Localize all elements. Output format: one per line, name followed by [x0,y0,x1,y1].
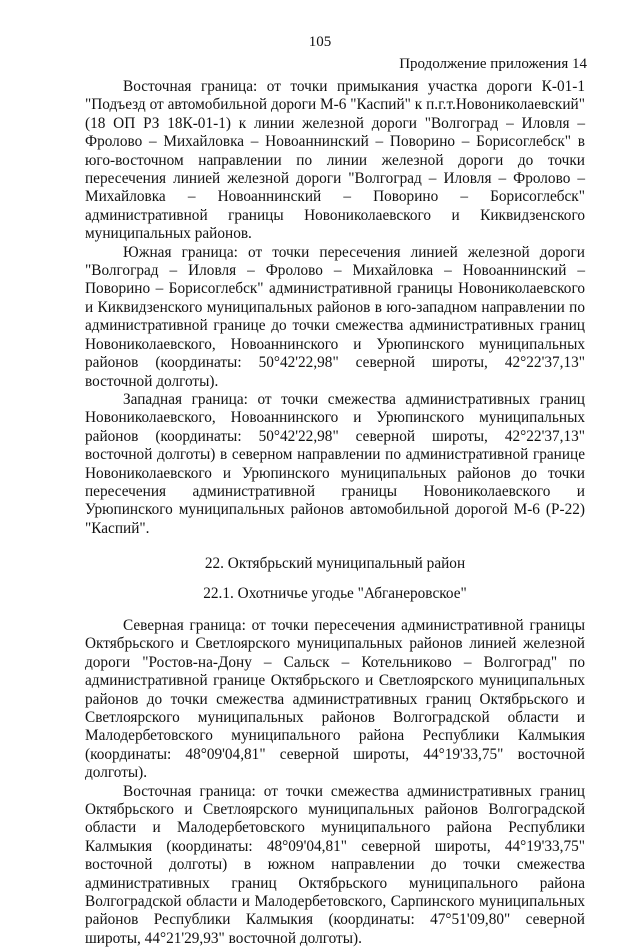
paragraph-western-border: Западная граница: от точки смежества административных границ Новониколаевского, Новоаннинского и Урюпинского муниципальных районов (координаты: 50°42'22,98" северной широты, 42°22'37,13" восточной долготы) в северном направлении по административной границе Новониколаевского и Урюпинского муниципальных районов до точки пересечения административной границы Новониколаевского и Урюпинского муниципальных районов автомобильной дорогой М-6 (Р-22) "Каспий". [85,390,585,537]
page-number: 105 [308,34,332,50]
paragraph-eastern-border-1: Восточная граница: от точки примыкания участка дороги К-01-1 "Подъезд от автомобильной дороги М-6 "Каспий" к п.г.т.Новониколаевский" (18 ОП РЗ 18К-01-1) к линии железной дороги "Волгоград – Иловля – Фролово – Михайловка – Новоаннинский – Поворино – Борисоглебск" в юго-восточном направлении по линии железной дороги до точки пересечения линией железной дороги "Волгоград – Иловля – Фролово – Михайловка – Новоаннинский – Поворино – Борисоглебск" административной границы Новониколаевского и Киквидзенского муниципальных районов. [85,78,585,243]
appendix-continuation-note: Продолжение приложения 14 [399,56,587,72]
paragraph-eastern-border-2: Восточная граница: от точки смежества административных границ Октябрьского и Светлоярского муниципальных районов Волгоградской области и Малодербетовского муниципального района Республики Калмыкия (координаты: 48°09'04,81" северной широты, 44°19'33,75" восточной долготы) в южном направлении до точки смежества административных границ Октябрьского муниципального района Волгоградской области и Малодербетовского, Сарпинского муниципальных районов Республики Калмыкия (координаты: 47°51'09,80" северной широты, 44°21'29,93" восточной долготы). [85,782,585,947]
document-body [85,78,585,948]
subsection-heading: 22.1. Охотничье угодье "Абганеровское" [203,584,467,602]
paragraph-northern-border: Северная граница: от точки пересечения административной границы Октябрьского и Светлоярского муниципальных районов линией железной дороги "Ростов-на-Дону – Сальск – Котельниково – Волгоград" по административной границе Октябрьского и Светлоярского муниципальных районов до точки смежества административных границ Октябрьского и Светлоярского муниципальных районов Волгоградской области и Малодербетовского муниципального района Республики Калмыкия (координаты: 48°09'04,81" северной широты, 44°19'33,75" восточной долготы). [85,616,585,782]
paragraph-southern-border: Южная граница: от точки пересечения линией железной дороги "Волгоград – Иловля – Фролово – Михайловка – Новоаннинский – Поворино – Борисоглебск" административной границы Новониколаевского и Киквидзенского муниципальных районов в юго-западном направлении по административной границе до точки смежества административных границ Новониколаевского, Новоаннинского и Урюпинского муниципальных районов (координаты: 50°42'22,98" северной широты, 42°22'37,13" восточной долготы). [85,243,585,390]
section-heading: 22. Октябрьский муниципальный район [204,555,466,573]
